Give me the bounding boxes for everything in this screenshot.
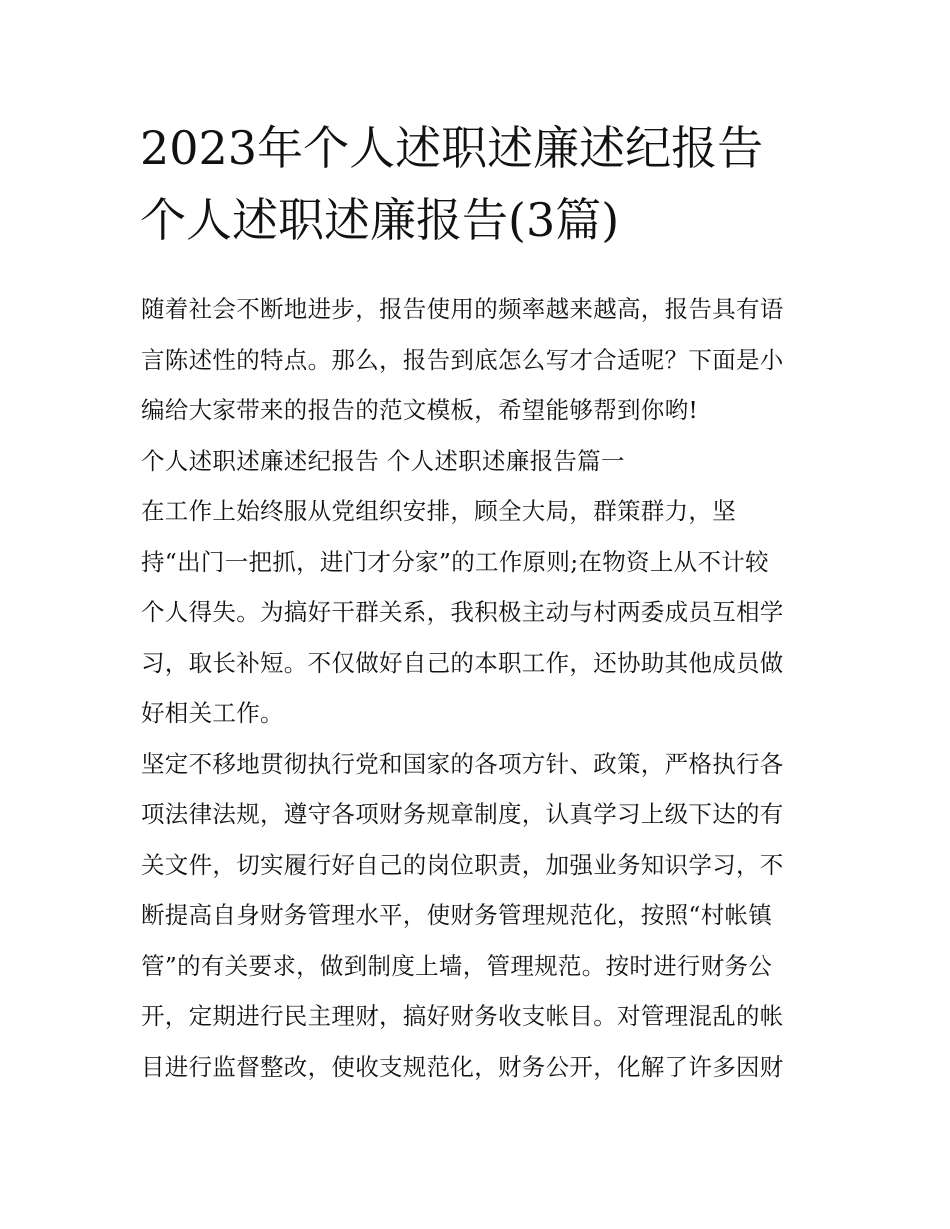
title-line: 2023年个人述职述廉述纪报告 xyxy=(140,121,764,175)
body-line: 好相关工作。 xyxy=(141,699,284,727)
body-line: 在工作上始终服从党组织安排，顾全大局，群策群力，坚 xyxy=(141,497,736,525)
document-body xyxy=(141,284,821,1092)
body-line: 随着社会不断地进步，报告使用的频率越来越高，报告具有语 xyxy=(141,295,784,323)
body-line: 目进行监督整改，使收支规范化，财务公开，化解了许多因财 xyxy=(141,1052,784,1081)
title-line: 个人述职述廉报告(3篇) xyxy=(140,193,620,247)
body-line: 关文件，切实履行好自己的岗位职责，加强业务知识学习，不 xyxy=(141,850,784,879)
document-title xyxy=(140,112,830,256)
body-line: 断提高自身财务管理水平，使财务管理规范化，按照“村帐镇 xyxy=(141,901,773,929)
body-line: 项法律法规，遵守各项财务规章制度，认真学习上级下达的有 xyxy=(141,800,784,828)
body-line: 习，取长补短。不仅做好自己的本职工作，还协助其他成员做 xyxy=(141,648,784,677)
body-line: 开，定期进行民主理财，搞好财务收支帐目。对管理混乱的帐 xyxy=(141,1002,784,1030)
body-line: 言陈述性的特点。那么，报告到底怎么写才合适呢？下面是小 xyxy=(141,345,784,374)
body-line: 个人得失。为搞好干群关系，我积极主动与村两委成员互相学 xyxy=(141,598,784,626)
body-line: 编给大家带来的报告的范文模板，希望能够帮到你哟! xyxy=(141,396,699,424)
body-line: 坚定不移地贯彻执行党和国家的各项方针、政策，严格执行各 xyxy=(141,749,784,778)
body-line: 持“出门一把抓，进门才分家”的工作原则;在物资上从不计较 xyxy=(141,547,769,576)
section-heading: 个人述职述廉述纪报告 个人述职述廉报告篇一 xyxy=(141,446,625,475)
body-line: 管”的有关要求，做到制度上墙，管理规范。按时进行财务公 xyxy=(141,951,773,980)
